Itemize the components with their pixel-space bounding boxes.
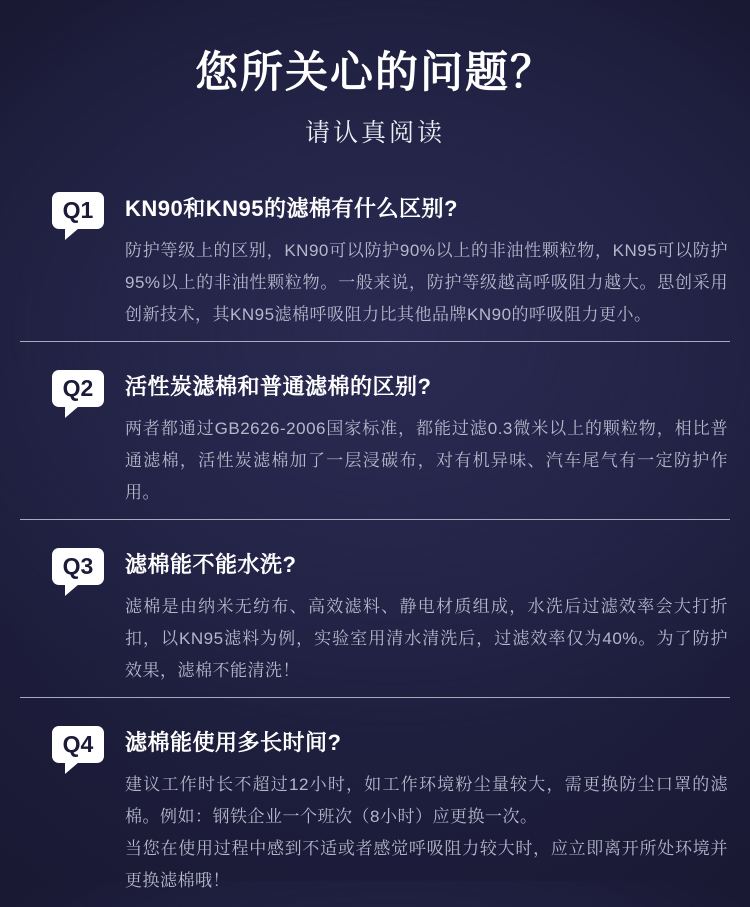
badge-label: Q4 bbox=[62, 731, 94, 757]
question-answer: 防护等级上的区别，KN90可以防护90%以上的非油性颗粒物，KN95可以防护95%以上的非油性颗粒物。一般来说，防护等级越高呼吸阻力越大。思创采用创新技术，其KN95滤棉呼吸阻力比其他品牌KN90的呼吸阻力更小。 bbox=[125, 241, 728, 324]
speech-bubble-badge bbox=[52, 548, 104, 585]
badge-label: Q1 bbox=[62, 197, 94, 223]
faq-item-q1 bbox=[0, 164, 750, 341]
question-answer: 当您在使用过程中感到不适或者感觉呼吸阻力较大时，应立即离开所处环境并更换滤棉哦！ bbox=[125, 839, 728, 890]
faq-item-q4 bbox=[0, 698, 750, 907]
page-subtitle: 请认真阅读 bbox=[304, 119, 445, 147]
page-title: 您所关心的问题？ bbox=[195, 49, 555, 97]
faq-item-q2 bbox=[0, 342, 750, 519]
faq-content bbox=[125, 546, 728, 687]
question-answer: 滤棉是由纳米无纺布、高效滤料、静电材质组成，水洗后过滤效率会大打折扣，以KN95滤料为例，实验室用清水清洗后，过滤效率仅为40%。为了防护效果，滤棉不能清洗！ bbox=[125, 597, 728, 680]
page-header bbox=[0, 0, 750, 146]
question-answer: 建议工作时长不超过12小时，如工作环境粉尘量较大，需更换防尘口罩的滤棉。例如：钢铁企业一个班次（8小时）应更换一次。 bbox=[125, 775, 728, 826]
speech-bubble-badge bbox=[52, 370, 104, 407]
faq-content bbox=[125, 724, 728, 897]
speech-bubble-badge bbox=[52, 192, 104, 229]
question-answer: 两者都通过GB2626-2006国家标准，都能过滤0.3微米以上的颗粒物，相比普通滤棉，活性炭滤棉加了一层浸碳布，对有机异味、汽车尾气有一定防护作用。 bbox=[125, 419, 728, 502]
badge-label: Q2 bbox=[62, 375, 94, 401]
question-title: 滤棉能使用多长时间? bbox=[125, 730, 342, 755]
question-title: 滤棉能不能水洗? bbox=[125, 552, 297, 577]
faq-content bbox=[125, 190, 728, 331]
question-title: 活性炭滤棉和普通滤棉的区别? bbox=[125, 374, 432, 399]
faq-list bbox=[0, 164, 750, 907]
faq-item-q3 bbox=[0, 520, 750, 697]
badge-label: Q3 bbox=[62, 553, 94, 579]
question-title: KN90和KN95的滤棉有什么区别? bbox=[125, 196, 458, 221]
speech-bubble-badge bbox=[52, 726, 104, 763]
faq-content bbox=[125, 368, 728, 509]
